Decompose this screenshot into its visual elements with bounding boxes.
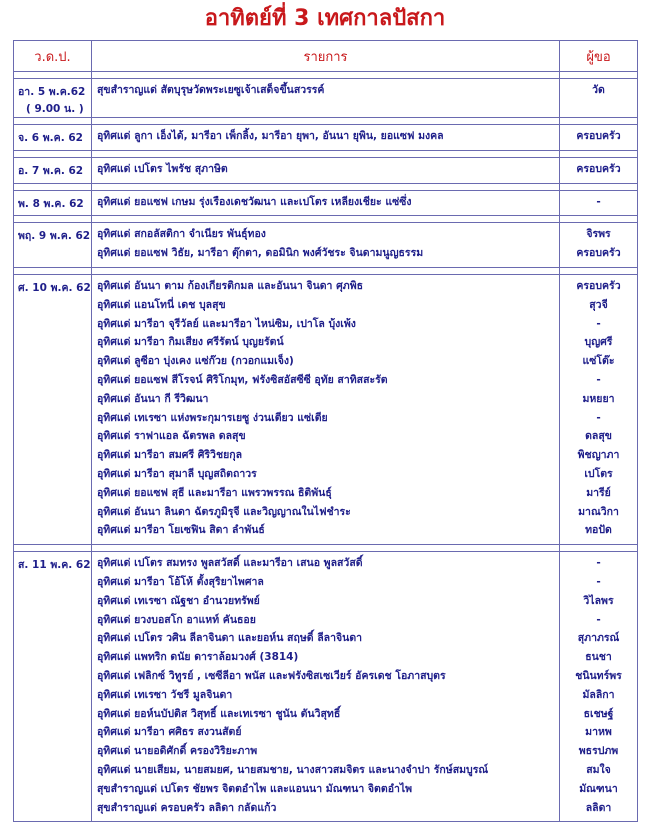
intention-item: อุทิศแด่ มารีอา ศศิธร สงวนสัตย์ [97,726,242,739]
intention-item: อุทิศแด่ ยอแซฟ สุธี และมารีอา แพรวพรรณ ธิติพันธุ์ [97,486,332,499]
row-spacer [14,72,638,79]
intention-item: อุทิศแด่ เปโตร สมทรง พูลสวัสดิ์ และมารีอา เสนอ พูลสวัสดิ์ [97,557,363,570]
requester-cell [560,223,638,268]
date-cell [14,190,92,216]
intention-item: อุทิศแด่ มารีอา โยเซฟิน สิดา ลำพันธ์ [97,524,265,537]
intention-item: สุขสำราญแด่ สัตบุรุษวัดพระเยซูเจ้าเสด็จขึ้นสวรรค์ [97,84,325,96]
table-row [14,552,638,822]
intention-item: อุทิศแด่ นายเสียม, นายสมยศ, นายสมชาย, นางสาวสมจิตร และนางจำปา รักษ์สมบูรณ์ [97,763,489,776]
date-text: ศ. 10 พ.ค. 62 [18,281,91,294]
intention-item: อุทิศแด่ เทเรซา ณัฐชา อำนวยทรัพย์ [97,594,260,607]
intention-item: อุทิศแด่ อันนา กี รีวิฒนา [97,392,209,405]
header-date: ว.ด.ป. [14,41,92,72]
requester-name: วัด [592,84,605,96]
requester-name: สมใจ [586,763,611,776]
intention-item: อุทิศแด่ นายอดิศักดิ์ ครองวิริยะภาพ [97,745,258,758]
items-cell [92,190,560,216]
requester-cell [560,190,638,216]
date-text: พฤ. 9 พ.ค. 62 [18,230,91,243]
schedule-body [14,72,638,822]
date-text: อ. 7 พ.ค. 62 [18,164,84,177]
row-spacer [14,118,638,125]
requester-name: ทอปัด [585,524,612,537]
items-cell [92,223,560,268]
items-cell [92,125,560,151]
table-row [14,125,638,151]
requester-name: สุวจี [589,298,608,311]
intention-item: อุทิศแด่ ราฟาแอล ฉัตรพล ดลสุข [97,430,246,443]
date-cell [14,79,92,118]
intention-item: อุทิศแด่ เทเรซา แห่งพระกุมารเยซู ง่วนเตียว แซ่เตีย [97,411,328,424]
requester-name: สุภาภรณ์ [577,632,620,645]
intention-item: สุขสำราญแด่ เปโตร ชัยพร จิตตอำไพ และแอนนา มัณฑนา จิตตอำไพ [97,782,413,795]
requester-cell [560,274,638,544]
date-text: พ. 8 พ.ค. 62 [18,197,84,210]
intention-item: อุทิศแด่ เปโตร ไพรัช สุภาษิต [97,162,228,175]
requester-name: - [596,373,601,386]
date-text: จ. 6 พ.ค. 62 [18,132,83,144]
intention-item: อุทิศแด่ เทเรซา วัชรี มูลจินดา [97,688,233,701]
items-cell [92,274,560,544]
requester-name: มัณฑนา [579,782,618,795]
requester-name: วิไลพร [583,594,614,607]
requester-name: - [596,575,601,588]
row-spacer [14,267,638,274]
header-requester: ผู้ขอ [560,41,638,72]
requester-cell [560,157,638,183]
requester-name: พธรปภพ [578,745,619,758]
intention-item: อุทิศแด่ มารีอา สุมาลี บุญสถิตถาวร [97,467,257,480]
table-row [14,190,638,216]
items-cell [92,552,560,822]
requester-name: ชนินทร์พร [575,669,622,682]
intention-item: อุทิศแด่ มารีอา กิมเสียง ศรีรัตน์ บุญยรัตน์ [97,336,284,349]
table-row [14,157,638,183]
requester-cell [560,125,638,151]
requester-name: มัลลิกา [582,688,615,701]
requester-name: จิรพร [586,228,611,241]
requester-name: ธเชษฐ์ [583,707,614,720]
requester-name: - [596,613,601,626]
header-row [14,41,638,72]
requester-cell [560,79,638,118]
requester-name: - [596,411,601,424]
requester-name: - [596,317,601,330]
requester-name: เปโตร [584,467,613,480]
intention-item: อุทิศแด่ ลูกา เอ็งได้, มารีอา เพ็กลิ้ง, มารีอา ยุพา, อันนา ยุพิน, ยอแซฟ มงคล [97,130,444,142]
requester-name: มาณวิกา [578,505,619,518]
intention-item: อุทิศแด่ ยอห์นบัปติส วิสุทธิ์ และเทเรซา ชูนัน ตันวิสุทธิ์ [97,707,341,720]
intention-item: อุทิศแด่ มารีอา โอ้โห้ ตั้งสุริยาไพศาล [97,575,264,588]
table-row [14,274,638,544]
requester-name: - [596,557,601,570]
intention-item: อุทิศแด่ แพทริก ดนัย ดาราล้อมวงศ์ (3814) [97,651,299,664]
date-cell [14,157,92,183]
requester-name: บุญศรี [584,336,613,349]
intention-item: อุทิศแด่ มารีอา จุรีวัลย์ และมารีอา ไหน่ซิม, เปาโล บุ้งเพ้ง [97,317,356,330]
requester-name: ธนชา [585,651,612,664]
intention-item: อุทิศแด่ แอนโทนี่ เดช บุลสุข [97,298,226,311]
page-title: อาทิตย์ที่ 3 เทศกาลปัสกา [204,6,446,31]
row-spacer [14,216,638,223]
date-cell [14,223,92,268]
mass-schedule-table [13,40,638,822]
intention-item: อุทิศแด่ สกอลัสติกา จำเนียร พันธุ์ทอง [97,228,266,241]
intention-item: อุทิศแด่ ยอแซฟ สีโรจน์ ศิริโกมุท, ฟรังซิสอัสซีซี อุทัย สาทิสสะรัต [97,373,388,386]
intention-item: อุทิศแด่ ยอแซฟ วิธัย, มารีอา ตุ๊กตา, ดอมินิก พงศ์วัชระ จินดามนูญธรรม [97,247,424,260]
requester-name: ครอบครัว [576,279,621,292]
requester-name: ครอบครัว [576,130,621,142]
requester-name: มารีย์ [586,486,611,499]
row-spacer [14,545,638,552]
intention-item: อุทิศแด่ ลูซีอา บุ่งเคง แซ่ก๊วย (กวอกแมเจ็ง) [97,355,294,368]
time-text: ( 9.00 น. ) [26,103,84,115]
intention-item: อุทิศแด่ ยอแซฟ เกษม รุ่งเรืองเดชวัฒนา และเปโตร เหลียงเชียะ แซ่ซึ่ง [97,195,412,208]
requester-name: มหยยา [582,392,615,405]
table-row [14,79,638,118]
date-text: ส. 11 พ.ค. 62 [18,559,91,572]
intention-item: อุทิศแด่ เปโตร วศิน ลีลาจินดา และยอห์น สฤษดิ์ ลีลาจินดา [97,632,363,645]
date-cell [14,125,92,151]
date-cell [14,552,92,822]
requester-name: - [596,195,601,208]
items-cell [92,157,560,183]
row-spacer [14,183,638,190]
row-spacer [14,150,638,157]
intention-item: อุทิศแด่ ยวงบอสโก อาแหท์ คันธอย [97,613,256,626]
requester-name: แซ่โต๊ะ [582,355,615,368]
intention-item: อุทิศแด่ อันนา ตาม ก้องเกียรติกมล และอันนา จินดา ศุภพิธ [97,279,364,292]
table-row [14,223,638,268]
intention-item: อุทิศแด่ มารีอา สมศรี ศิริวิชยกุล [97,449,243,462]
requester-name: ครอบครัว [576,247,621,260]
requester-name: ดลสุข [585,430,612,443]
header-items: รายการ [92,41,560,72]
intention-item: อุทิศแด่ เฟลิกซ์ วิทูรย์ , เซซีลีอา พนัส และฟรังซิสเซเวียร์ อัครเดช โอภาสบุตร [97,669,446,682]
requester-cell [560,552,638,822]
intention-item: สุขสำราญแด่ ครอบครัว ลลิดา กลัดแก้ว [97,801,277,814]
requester-name: ครอบครัว [576,162,621,175]
requester-name: ลลิดา [585,801,612,814]
date-cell [14,274,92,544]
intention-item: อุทิศแด่ อันนา ลินดา ฉัตรภูมิรุจี และวิญญาณในไฟชำระ [97,505,351,518]
requester-name: มาหพ [585,726,612,739]
date-text: อา. 5 พ.ค.62 [18,86,86,98]
requester-name: พิชญาภา [577,449,620,462]
items-cell [92,79,560,118]
